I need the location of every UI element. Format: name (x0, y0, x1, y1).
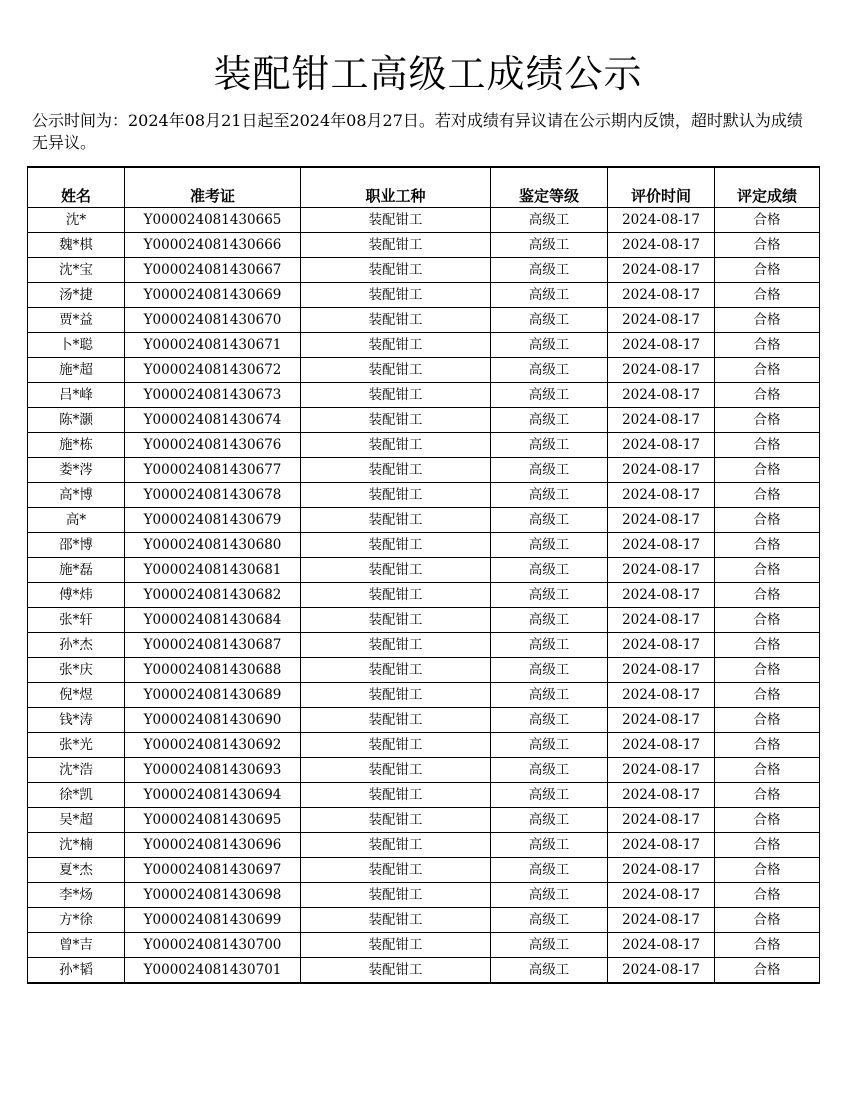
page-title: 装配钳工高级工成绩公示 (213, 52, 643, 96)
cell-name: 施*超 (28, 358, 125, 383)
cell-level: 高级工 (491, 708, 608, 733)
cell-name: 施*磊 (28, 558, 125, 583)
cell-occupation: 装配钳工 (301, 858, 491, 883)
cell-level: 高级工 (491, 383, 608, 408)
cell-name: 高*博 (28, 483, 125, 508)
cell-result: 合格 (715, 308, 820, 333)
cell-eval-date: 2024-08-17 (608, 458, 715, 483)
cell-name: 曾*吉 (28, 933, 125, 958)
cell-name: 夏*杰 (28, 858, 125, 883)
cell-name: 孙*韬 (28, 958, 125, 984)
cell-result: 合格 (715, 383, 820, 408)
cell-result: 合格 (715, 783, 820, 808)
cell-eval-date: 2024-08-17 (608, 908, 715, 933)
cell-name: 魏*棋 (28, 233, 125, 258)
cell-level: 高级工 (491, 933, 608, 958)
cell-eval-date: 2024-08-17 (608, 608, 715, 633)
table-row (28, 258, 820, 283)
cell-exam-id: Y000024081430669 (125, 283, 301, 308)
header-exam-id: 准考证 (125, 167, 301, 208)
cell-exam-id: Y000024081430701 (125, 958, 301, 984)
results-table (27, 166, 820, 984)
table-row (28, 533, 820, 558)
table-row (28, 333, 820, 358)
cell-exam-id: Y000024081430696 (125, 833, 301, 858)
cell-level: 高级工 (491, 683, 608, 708)
cell-exam-id: Y000024081430699 (125, 908, 301, 933)
cell-eval-date: 2024-08-17 (608, 333, 715, 358)
table-row (28, 408, 820, 433)
cell-exam-id: Y000024081430693 (125, 758, 301, 783)
cell-exam-id: Y000024081430672 (125, 358, 301, 383)
table-row (28, 758, 820, 783)
cell-eval-date: 2024-08-17 (608, 883, 715, 908)
cell-occupation: 装配钳工 (301, 733, 491, 758)
table-row (28, 658, 820, 683)
cell-occupation: 装配钳工 (301, 558, 491, 583)
table-row (28, 483, 820, 508)
cell-name: 卜*聪 (28, 333, 125, 358)
cell-occupation: 装配钳工 (301, 883, 491, 908)
cell-name: 沈*宝 (28, 258, 125, 283)
table-row (28, 583, 820, 608)
cell-exam-id: Y000024081430673 (125, 383, 301, 408)
cell-level: 高级工 (491, 333, 608, 358)
cell-result: 合格 (715, 558, 820, 583)
cell-eval-date: 2024-08-17 (608, 858, 715, 883)
cell-result: 合格 (715, 283, 820, 308)
cell-occupation: 装配钳工 (301, 308, 491, 333)
cell-level: 高级工 (491, 358, 608, 383)
cell-result: 合格 (715, 583, 820, 608)
table-body (28, 208, 820, 984)
cell-result: 合格 (715, 333, 820, 358)
cell-occupation: 装配钳工 (301, 808, 491, 833)
table-row (28, 233, 820, 258)
cell-exam-id: Y000024081430676 (125, 433, 301, 458)
cell-eval-date: 2024-08-17 (608, 833, 715, 858)
cell-exam-id: Y000024081430666 (125, 233, 301, 258)
cell-result: 合格 (715, 508, 820, 533)
cell-eval-date: 2024-08-17 (608, 408, 715, 433)
cell-result: 合格 (715, 708, 820, 733)
cell-level: 高级工 (491, 458, 608, 483)
cell-level: 高级工 (491, 208, 608, 233)
header-occupation: 职业工种 (301, 167, 491, 208)
cell-level: 高级工 (491, 583, 608, 608)
cell-level: 高级工 (491, 758, 608, 783)
cell-name: 方*徐 (28, 908, 125, 933)
table-row (28, 708, 820, 733)
cell-level: 高级工 (491, 833, 608, 858)
cell-result: 合格 (715, 483, 820, 508)
cell-level: 高级工 (491, 733, 608, 758)
cell-eval-date: 2024-08-17 (608, 958, 715, 984)
table-row (28, 608, 820, 633)
cell-result: 合格 (715, 433, 820, 458)
cell-level: 高级工 (491, 283, 608, 308)
cell-name: 汤*捷 (28, 283, 125, 308)
cell-occupation: 装配钳工 (301, 333, 491, 358)
cell-eval-date: 2024-08-17 (608, 283, 715, 308)
cell-name: 吕*峰 (28, 383, 125, 408)
cell-result: 合格 (715, 608, 820, 633)
cell-exam-id: Y000024081430677 (125, 458, 301, 483)
cell-occupation: 装配钳工 (301, 458, 491, 483)
cell-eval-date: 2024-08-17 (608, 533, 715, 558)
table-row (28, 833, 820, 858)
cell-exam-id: Y000024081430690 (125, 708, 301, 733)
cell-result: 合格 (715, 533, 820, 558)
cell-exam-id: Y000024081430679 (125, 508, 301, 533)
cell-eval-date: 2024-08-17 (608, 358, 715, 383)
table-row (28, 433, 820, 458)
cell-level: 高级工 (491, 808, 608, 833)
cell-result: 合格 (715, 733, 820, 758)
table-row (28, 358, 820, 383)
cell-exam-id: Y000024081430694 (125, 783, 301, 808)
cell-exam-id: Y000024081430688 (125, 658, 301, 683)
cell-exam-id: Y000024081430678 (125, 483, 301, 508)
cell-occupation: 装配钳工 (301, 908, 491, 933)
table-row (28, 683, 820, 708)
cell-eval-date: 2024-08-17 (608, 508, 715, 533)
table-header-row (28, 167, 820, 208)
cell-occupation: 装配钳工 (301, 833, 491, 858)
cell-name: 娄*涔 (28, 458, 125, 483)
cell-result: 合格 (715, 858, 820, 883)
cell-name: 张*轩 (28, 608, 125, 633)
cell-result: 合格 (715, 633, 820, 658)
cell-name: 张*光 (28, 733, 125, 758)
cell-level: 高级工 (491, 783, 608, 808)
cell-occupation: 装配钳工 (301, 583, 491, 608)
header-name: 姓名 (28, 167, 125, 208)
cell-result: 合格 (715, 233, 820, 258)
cell-exam-id: Y000024081430680 (125, 533, 301, 558)
cell-name: 倪*煜 (28, 683, 125, 708)
cell-occupation: 装配钳工 (301, 658, 491, 683)
header-level: 鉴定等级 (491, 167, 608, 208)
cell-occupation: 装配钳工 (301, 408, 491, 433)
cell-exam-id: Y000024081430698 (125, 883, 301, 908)
cell-result: 合格 (715, 458, 820, 483)
cell-exam-id: Y000024081430695 (125, 808, 301, 833)
cell-name: 张*庆 (28, 658, 125, 683)
table-row (28, 808, 820, 833)
table-row (28, 933, 820, 958)
cell-occupation: 装配钳工 (301, 533, 491, 558)
table-row (28, 733, 820, 758)
table-row (28, 958, 820, 984)
cell-exam-id: Y000024081430689 (125, 683, 301, 708)
cell-exam-id: Y000024081430684 (125, 608, 301, 633)
publication-notice: 公示时间为：2024年08月21日起至2024年08月27日。若对成绩有异议请在公示期内反馈，超时默认为成绩无异议。 (32, 111, 803, 152)
cell-level: 高级工 (491, 958, 608, 984)
cell-name: 陈*灏 (28, 408, 125, 433)
cell-occupation: 装配钳工 (301, 358, 491, 383)
cell-level: 高级工 (491, 858, 608, 883)
cell-occupation: 装配钳工 (301, 208, 491, 233)
cell-name: 孙*杰 (28, 633, 125, 658)
cell-result: 合格 (715, 908, 820, 933)
cell-eval-date: 2024-08-17 (608, 558, 715, 583)
cell-occupation: 装配钳工 (301, 258, 491, 283)
cell-name: 李*炀 (28, 883, 125, 908)
cell-level: 高级工 (491, 533, 608, 558)
cell-result: 合格 (715, 408, 820, 433)
cell-exam-id: Y000024081430692 (125, 733, 301, 758)
cell-exam-id: Y000024081430667 (125, 258, 301, 283)
cell-occupation: 装配钳工 (301, 758, 491, 783)
cell-result: 合格 (715, 933, 820, 958)
cell-occupation: 装配钳工 (301, 933, 491, 958)
cell-result: 合格 (715, 208, 820, 233)
cell-exam-id: Y000024081430687 (125, 633, 301, 658)
cell-level: 高级工 (491, 908, 608, 933)
cell-level: 高级工 (491, 658, 608, 683)
cell-name: 贾*益 (28, 308, 125, 333)
cell-result: 合格 (715, 658, 820, 683)
cell-exam-id: Y000024081430682 (125, 583, 301, 608)
cell-eval-date: 2024-08-17 (608, 633, 715, 658)
cell-exam-id: Y000024081430674 (125, 408, 301, 433)
table-row (28, 308, 820, 333)
cell-exam-id: Y000024081430681 (125, 558, 301, 583)
cell-name: 沈*楠 (28, 833, 125, 858)
cell-level: 高级工 (491, 633, 608, 658)
cell-eval-date: 2024-08-17 (608, 483, 715, 508)
cell-occupation: 装配钳工 (301, 683, 491, 708)
cell-result: 合格 (715, 833, 820, 858)
cell-name: 钱*涛 (28, 708, 125, 733)
cell-eval-date: 2024-08-17 (608, 758, 715, 783)
cell-level: 高级工 (491, 883, 608, 908)
cell-level: 高级工 (491, 608, 608, 633)
cell-eval-date: 2024-08-17 (608, 583, 715, 608)
cell-level: 高级工 (491, 508, 608, 533)
table-row (28, 558, 820, 583)
table-row (28, 383, 820, 408)
cell-exam-id: Y000024081430670 (125, 308, 301, 333)
cell-eval-date: 2024-08-17 (608, 683, 715, 708)
cell-eval-date: 2024-08-17 (608, 808, 715, 833)
cell-eval-date: 2024-08-17 (608, 658, 715, 683)
cell-eval-date: 2024-08-17 (608, 433, 715, 458)
cell-result: 合格 (715, 258, 820, 283)
table-row (28, 633, 820, 658)
cell-eval-date: 2024-08-17 (608, 308, 715, 333)
table-row (28, 283, 820, 308)
cell-name: 邵*博 (28, 533, 125, 558)
table-row (28, 883, 820, 908)
table-row (28, 908, 820, 933)
cell-result: 合格 (715, 358, 820, 383)
cell-exam-id: Y000024081430665 (125, 208, 301, 233)
cell-level: 高级工 (491, 558, 608, 583)
cell-name: 吴*超 (28, 808, 125, 833)
cell-result: 合格 (715, 808, 820, 833)
cell-result: 合格 (715, 683, 820, 708)
cell-level: 高级工 (491, 483, 608, 508)
cell-exam-id: Y000024081430671 (125, 333, 301, 358)
cell-eval-date: 2024-08-17 (608, 208, 715, 233)
table-row (28, 858, 820, 883)
cell-result: 合格 (715, 958, 820, 984)
table-row (28, 208, 820, 233)
cell-occupation: 装配钳工 (301, 633, 491, 658)
cell-occupation: 装配钳工 (301, 433, 491, 458)
cell-eval-date: 2024-08-17 (608, 233, 715, 258)
cell-exam-id: Y000024081430697 (125, 858, 301, 883)
cell-occupation: 装配钳工 (301, 283, 491, 308)
cell-name: 沈*浩 (28, 758, 125, 783)
cell-occupation: 装配钳工 (301, 233, 491, 258)
header-result: 评定成绩 (715, 167, 820, 208)
cell-level: 高级工 (491, 233, 608, 258)
table-row (28, 508, 820, 533)
cell-eval-date: 2024-08-17 (608, 733, 715, 758)
header-eval-date: 评价时间 (608, 167, 715, 208)
table-row (28, 783, 820, 808)
cell-exam-id: Y000024081430700 (125, 933, 301, 958)
cell-name: 徐*凯 (28, 783, 125, 808)
cell-occupation: 装配钳工 (301, 608, 491, 633)
cell-eval-date: 2024-08-17 (608, 383, 715, 408)
cell-occupation: 装配钳工 (301, 508, 491, 533)
table-row (28, 458, 820, 483)
cell-occupation: 装配钳工 (301, 783, 491, 808)
cell-eval-date: 2024-08-17 (608, 933, 715, 958)
cell-occupation: 装配钳工 (301, 708, 491, 733)
cell-eval-date: 2024-08-17 (608, 258, 715, 283)
cell-occupation: 装配钳工 (301, 483, 491, 508)
cell-name: 施*栋 (28, 433, 125, 458)
cell-eval-date: 2024-08-17 (608, 708, 715, 733)
cell-occupation: 装配钳工 (301, 958, 491, 984)
cell-eval-date: 2024-08-17 (608, 783, 715, 808)
cell-level: 高级工 (491, 308, 608, 333)
cell-occupation: 装配钳工 (301, 383, 491, 408)
cell-result: 合格 (715, 883, 820, 908)
cell-level: 高级工 (491, 433, 608, 458)
cell-name: 沈* (28, 208, 125, 233)
cell-level: 高级工 (491, 408, 608, 433)
cell-result: 合格 (715, 758, 820, 783)
cell-level: 高级工 (491, 258, 608, 283)
cell-name: 傅*炜 (28, 583, 125, 608)
cell-name: 高* (28, 508, 125, 533)
